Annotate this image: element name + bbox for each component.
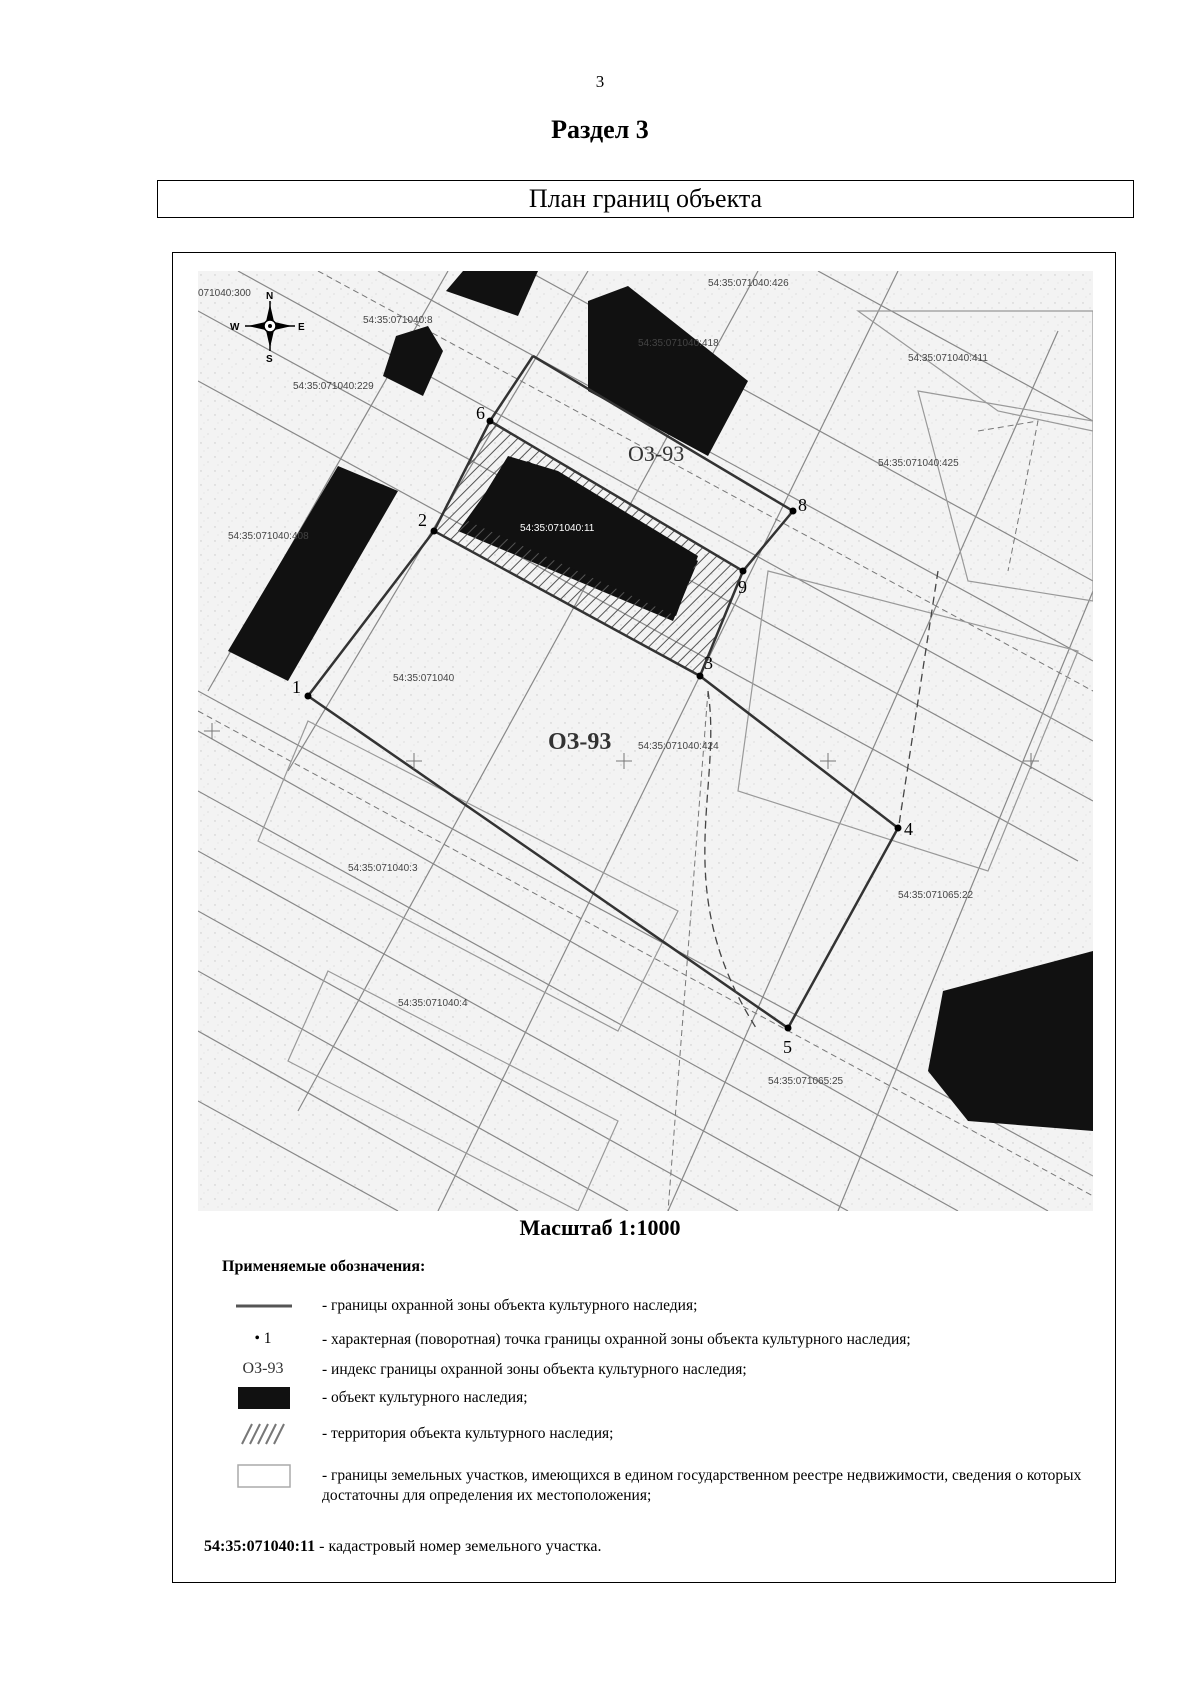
legend-row-object — [200, 1384, 1080, 1420]
label-parcel-408: 54:35:071040:408 — [228, 531, 309, 542]
legend-point-icon: • 1 — [254, 1330, 272, 1347]
label-parcel-425: 54:35:071040:425 — [878, 458, 959, 469]
label-parcel-229: 54:35:071040:229 — [293, 381, 374, 392]
legend-row-cadastral — [204, 1538, 601, 1556]
point-label-6: 6 — [476, 403, 485, 423]
legend-text-cadastral: - кадастровый номер земельного участка. — [315, 1538, 602, 1555]
point-label-9: 9 — [738, 577, 747, 597]
label-parcel-424: 54:35:071040:424 — [638, 741, 719, 752]
label-parcel-300: 071040:300 — [198, 288, 251, 299]
label-quarter: 54:35:071040 — [393, 673, 455, 684]
point-label-8: 8 — [798, 495, 807, 515]
point-label-1: 1 — [292, 677, 301, 697]
legend-title: Применяемые обозначения: — [222, 1258, 426, 1275]
legend-cadastral-example: 54:35:071040:11 — [204, 1538, 316, 1555]
compass-north: N — [266, 291, 274, 302]
label-parcel-3: 54:35:071040:3 — [348, 863, 418, 874]
plan-heading: План границ объекта — [157, 180, 1134, 218]
legend-parcel-outline-icon — [230, 1462, 296, 1490]
legend-index-icon: ОЗ-93 — [242, 1360, 284, 1377]
zone-index-top: ОЗ-93 — [628, 441, 685, 466]
label-parcel-25: 54:35:071065:25 — [768, 1076, 844, 1087]
compass-east: E — [298, 322, 305, 333]
point-label-5: 5 — [783, 1037, 792, 1057]
legend-text-index: - индекс границы охранной зоны объекта культурного наследия; — [322, 1361, 747, 1378]
legend-hatch-icon — [230, 1420, 296, 1448]
label-parcel-426: 54:35:071040:426 — [708, 278, 789, 289]
compass-west: W — [230, 322, 240, 333]
label-parcel-4: 54:35:071040:4 — [398, 998, 468, 1009]
zone-index-main: ОЗ-93 — [548, 729, 612, 755]
legend-boundary-line-icon — [230, 1292, 296, 1320]
label-parcel-411: 54:35:071040:411 — [908, 353, 988, 364]
section-title: Раздел 3 — [551, 115, 649, 144]
point-label-2: 2 — [418, 510, 427, 530]
legend-text-territory: - территория объекта культурного наследия; — [322, 1425, 614, 1442]
cadastral-map — [198, 271, 1093, 1211]
compass-south: S — [266, 354, 273, 365]
label-parcel-11: 54:35:071040:11 — [520, 523, 595, 534]
legend-row-parcels — [200, 1462, 1080, 1518]
legend-text-boundary: - границы охранной зоны объекта культурного наследия; — [322, 1297, 698, 1314]
point-label-3: 3 — [704, 653, 713, 673]
legend-text-point: - характерная (поворотная) точка границы охранной зоны объекта культурного наследия; — [322, 1331, 911, 1348]
point-label-4: 4 — [904, 819, 913, 839]
label-parcel-418: 54:35:071040:418 — [638, 338, 719, 349]
label-parcel-22: 54:35:071065:22 — [898, 890, 974, 901]
scale-label: Масштаб 1:1000 — [519, 1215, 681, 1240]
label-parcel-8: 54:35:071040:8 — [363, 315, 433, 326]
legend-row-boundary — [200, 1292, 1080, 1328]
page-number: 3 — [595, 72, 605, 91]
legend-object-fill-icon — [230, 1384, 296, 1412]
legend-row-territory — [200, 1420, 1080, 1456]
legend-text-parcels: - границы земельных участков, имеющихся в едином государственном реестре недвижимости, сведения о которых достаточны для определения их местоположения; — [322, 1467, 1082, 1504]
legend-text-object: - объект культурного наследия; — [322, 1389, 528, 1406]
